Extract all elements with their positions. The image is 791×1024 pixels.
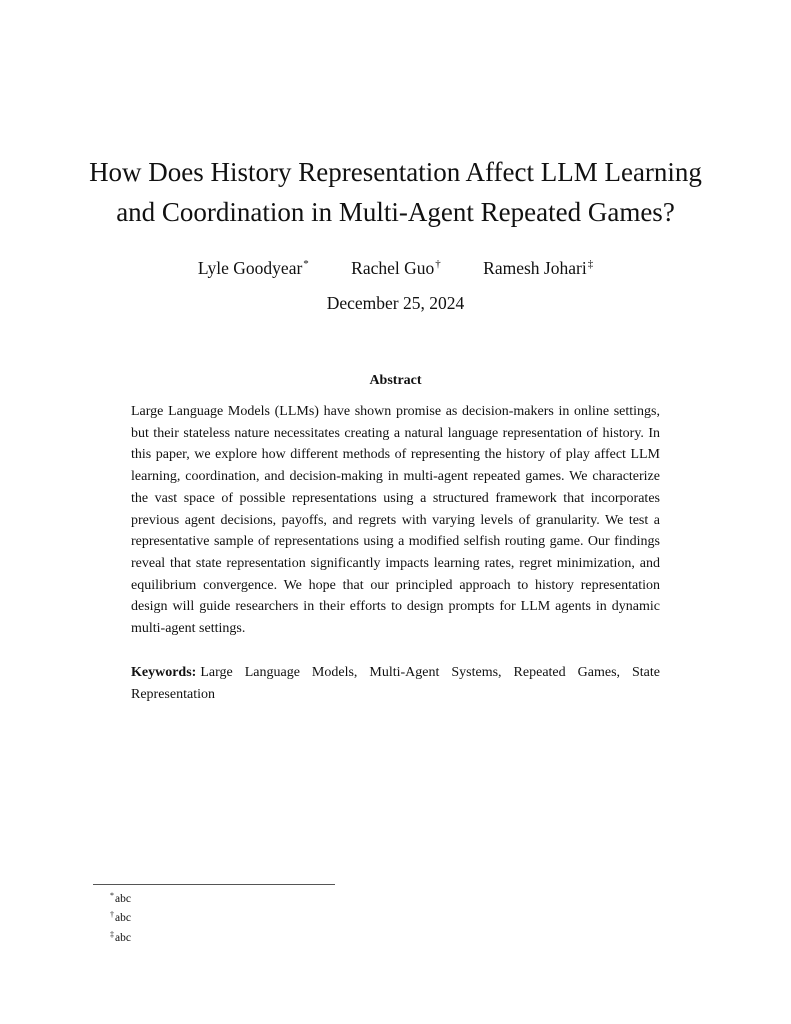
author-name: Ramesh Johari: [483, 258, 587, 278]
author-list: [0, 252, 791, 280]
author: [351, 252, 441, 280]
footnote-text: abc: [115, 931, 131, 944]
footnote-mark: ‡: [110, 929, 114, 939]
footnotes: [110, 888, 131, 946]
keywords-section: [131, 662, 660, 705]
paper-title: [60, 152, 731, 232]
keywords-text: Large Language Models, Multi-Agent Systems, Repeated Games, State Representation: [131, 665, 660, 702]
title-line-2: and Coordination in Multi-Agent Repeated Games?: [116, 197, 675, 227]
keywords-label: Keywords:: [131, 665, 197, 680]
author: [198, 252, 309, 280]
author-footnote-mark: †: [435, 258, 441, 270]
footnote-divider: [93, 884, 335, 885]
author-name: Lyle Goodyear: [197, 258, 303, 278]
author-footnote-mark: ‡: [587, 258, 594, 270]
abstract-text: Large Language Models (LLMs) have shown promise as decision-makers in online settings, but their stateless nature necessitates creating a natural language representation of history. In this paper, we explore how different methods of representing the history of play affect LLM learning, coordination, and decision-making in multi-agent repeated games. We characterize the vast space of possible representations using a structured framework that incorporates previous agent decisions, payoffs, and regrets with varying levels of granularity. We test a representative sample of representations using a modified selfish routing game. Our findings reveal that state representation significantly impacts learning rates, regret minimization, and equilibrium convergence. We hope that our principled approach to history representation design will guide researchers in their efforts to design prompts for LLM agents in dynamic multi-agent settings.: [131, 404, 660, 637]
author-name: Rachel Guo: [351, 258, 435, 278]
abstract-heading: Abstract: [369, 373, 422, 388]
footnote-text: abc: [115, 893, 131, 905]
footnote-mark: *: [110, 891, 114, 900]
footnote: [110, 927, 131, 946]
author: [483, 252, 593, 280]
footnote-text: abc: [115, 912, 131, 925]
footnote: [110, 907, 131, 926]
author-footnote-mark: *: [303, 258, 309, 270]
paper-date: December 25, 2024: [326, 293, 465, 313]
footnote: [110, 888, 131, 907]
footnote-mark: †: [110, 910, 114, 920]
title-line-1: How Does History Representation Affect LLM Learning: [89, 157, 702, 187]
